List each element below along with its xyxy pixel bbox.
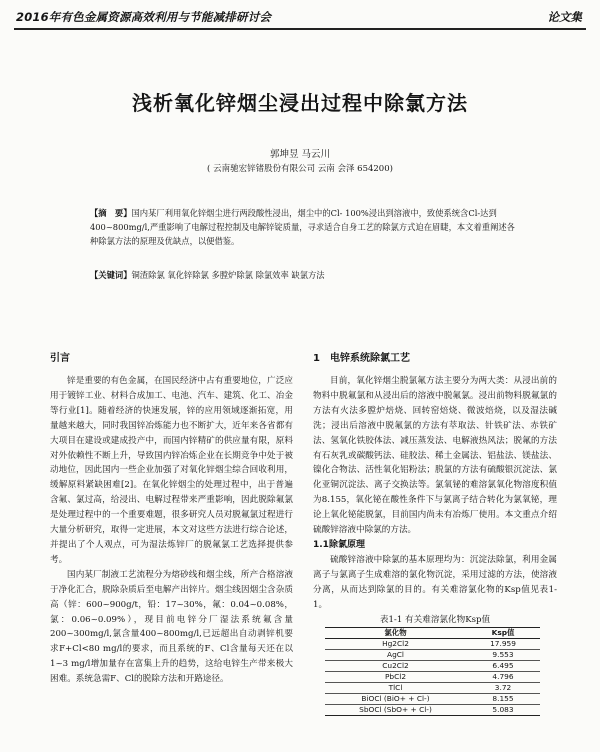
abstract — [90, 206, 522, 248]
left-column — [50, 352, 293, 687]
right-column — [313, 352, 557, 716]
subsection-heading: 1.1除氯原理 — [313, 539, 365, 550]
authors: 郭坤昱 马云川 — [269, 149, 331, 160]
abstract-text: 国内某厂利用氧化锌烟尘进行两段酸性浸出，烟尘中的Cl- 100%浸出到溶液中，致使系统含Cl-达到400~800mg/l,严重影响了电解过程控制及电解锌锭质量，寻求适合自身工艺的除氯方式迫在眉睫，本文着重阐述各种除氯方法的原理及优缺点，以便借鉴。 — [90, 208, 515, 246]
table-row — [325, 671, 540, 682]
table-cell-compound: PbCl2 — [325, 671, 466, 682]
keywords — [90, 268, 522, 282]
ksp-table — [325, 627, 540, 716]
affiliation: ( 云南驰宏锌锗股份有限公司 云南 会泽 654200) — [207, 164, 393, 174]
table-row — [325, 649, 540, 660]
table-cell-compound: TlCl — [325, 682, 466, 693]
section-heading: 1 电锌系统除氯工艺 — [313, 353, 410, 364]
table-row — [325, 638, 540, 649]
table-row — [325, 682, 540, 693]
table-caption: 表1-1 有关难溶氯化物Ksp值 — [379, 614, 491, 625]
table-header-row — [325, 627, 540, 638]
table-cell-compound: BiOCl (BiO+ + Cl-) — [325, 693, 466, 704]
table-cell-compound: Hg2Cl2 — [325, 638, 466, 649]
table-cell-ksp: 8.155 — [466, 693, 540, 704]
table-header-ksp: Ksp值 — [466, 627, 540, 638]
section-name: 论文集 — [547, 10, 582, 24]
paper-title: 浅析氧化锌烟尘浸出过程中除氯方法 — [132, 91, 468, 115]
table-header-compound: 氯化物 — [325, 627, 466, 638]
running-header — [14, 6, 586, 30]
table-cell-ksp: 4.796 — [466, 671, 540, 682]
abstract-label: 【摘 要】 — [90, 208, 132, 218]
table-row — [325, 660, 540, 671]
intro-paragraph-1: 锌是重要的有色金属，在国民经济中占有重要地位，广泛应用于镀锌工业、材料合成加工、电池、汽车、建筑、化工、冶金等行业[1]。随着经济的快速发展，锌的应用领域逐渐拓宽，用量越来越大，同时我国锌冶炼能力也不断扩大，近年来各省都有大项目在建设或建成投产中，而国内锌精矿的供应量有限，原料对外依赖性不断上升，导致国内锌冶炼企业在长期竞争中处于被动地位，因此国内一些企业加强了对氧化锌烟尘综合回收利用，缓解原料紧缺困难[2]。在氧化锌烟尘的处理过程中，出于普遍含氟、氯过高，给浸出、电解过程带来严重影响，因此脱除氟氯是处理过程中的一个重要难题，很多研究人员对脱氟氯过程进行大量分析研究，取得一定进展，本文对这些方法进行综合论述，并提出了个人观点，可为湿法炼锌厂的脱氟氯工艺选择提供参考。 — [50, 376, 293, 565]
section-paragraph-1: 目前，氧化锌烟尘脱氯氟方法主要分为两大类：从浸出前的物料中脱氟氯和从浸出后的溶液中脱氟氯。浸出前物料脱氟氯的方法有火法多膛炉焙烧、回转窑焙烧、微波焙烧，以及湿法碱洗；浸出后溶液中脱氟氯的方法有萃取法、针铁矿法、赤铁矿法、氢氧化铁胶体法、减压蒸发法、电解液热风法；脱氟的方法有石灰乳或碳酸钙法、硅胶法、稀土金属法、铝盐法、镁盐法、镍化合物法、活性氧化铝粉法；脱氯的方法有硫酸银沉淀法、氯化亚铜沉淀法、离子交换法等。氯氧铋的难溶氯氧化物溶度积值为8.155，氧化铋在酸性条件下与氯离子结合转化为氯氧铋，理论上氧化铋能脱氯，目前国内尚未有冶炼厂使用。本文重点介绍硫酸锌溶液中除氯的方法。 — [313, 376, 557, 536]
keywords-text: 铜渣除氯 氧化锌除氯 多膛炉除氯 除氯效率 缺氯方法 — [131, 270, 325, 280]
keywords-label: 【关键词】 — [90, 270, 132, 280]
table-cell-ksp: 9.553 — [466, 649, 540, 660]
table-cell-ksp: 17.959 — [466, 638, 540, 649]
table-row — [325, 704, 540, 715]
intro-paragraph-2: 国内某厂制液工艺流程分为熔砂线和烟尘线，所产合格溶液于净化汇合，脱除杂质后至电解产出锌片。烟尘线因烟尘含杂质高（锌：600~900g/t，铅：17~30%，氟：0.04~0.08%，氯：0.06~0.09%），现目前电锌分厂湿法系统氟含量200~300mg/l,氯含量400~800mg/l,已远超出自动剥锌机要求F+Cl<80 mg/l的要求，而且系统的F、Cl含量每天还在以1~3 mg/l增加量存在富集上升的趋势，这给电锌生产带来极大困难。系统急需F、Cl的脱除方法和开路途径。 — [50, 569, 293, 685]
table-cell-compound: SbOCl (SbO+ + Cl-) — [325, 704, 466, 715]
table-cell-ksp: 3.72 — [466, 682, 540, 693]
journal-name: 2016年有色金属资源高效利用与节能减排研讨会 — [16, 10, 272, 24]
table-cell-ksp: 5.083 — [466, 704, 540, 715]
table-cell-ksp: 6.495 — [466, 660, 540, 671]
intro-heading: 引言 — [50, 353, 70, 364]
subsection-paragraph: 硫酸锌溶液中除氯的基本原理均为：沉淀法除氯，利用金属离子与氯离子生成难溶的氯化物沉淀，采用过滤的方法，使溶液分离，从而达到除氯的目的。有关难溶氯化物的Ksp值见表1-1。 — [313, 554, 557, 610]
table-cell-compound: Cu2Cl2 — [325, 660, 466, 671]
table-cell-compound: AgCl — [325, 649, 466, 660]
table-row — [325, 693, 540, 704]
